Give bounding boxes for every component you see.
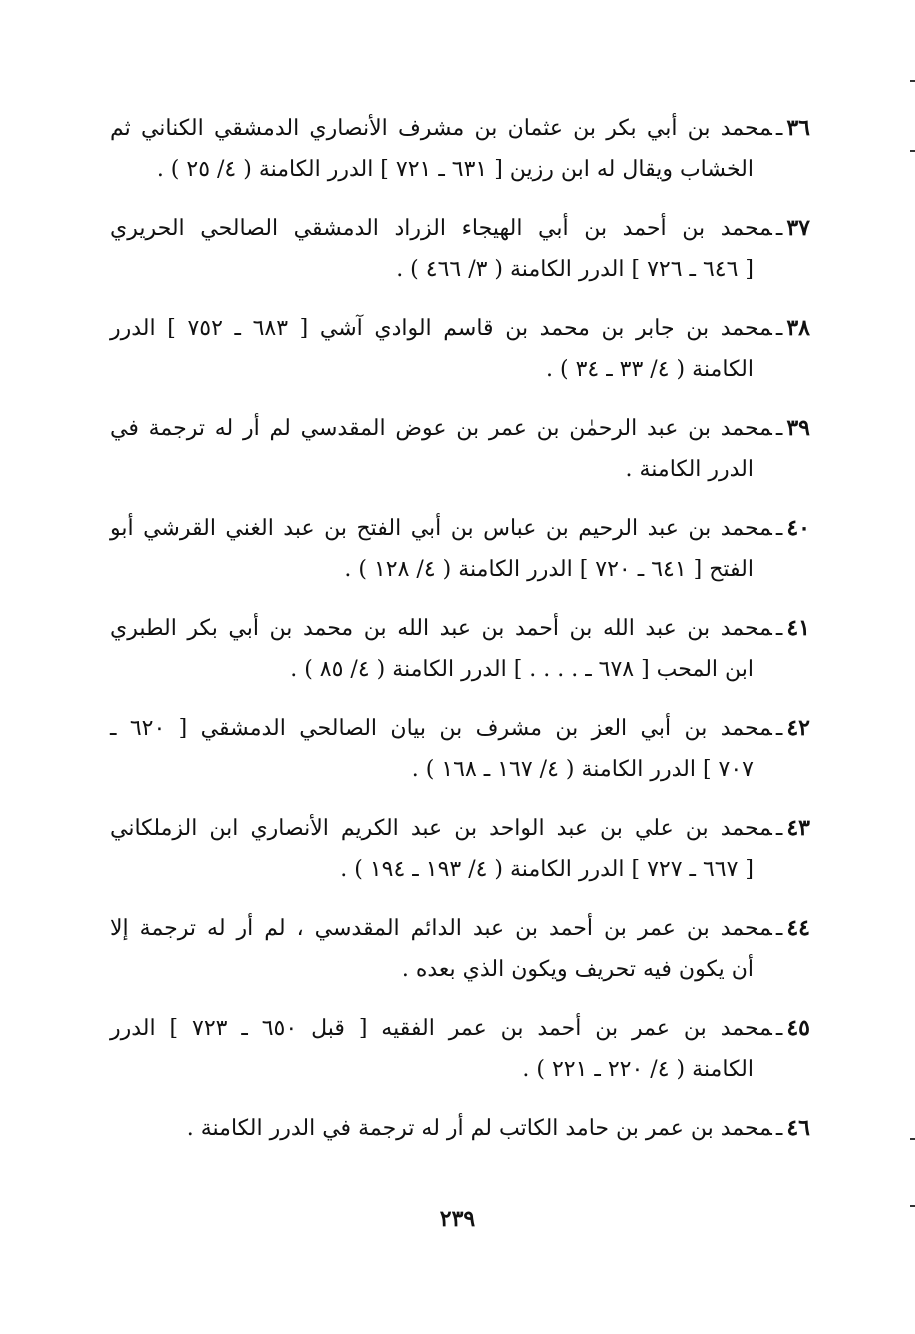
entry-number: ٤٢ [786, 715, 810, 741]
entry-text-line-2: الكامنة ( ٤/ ٢٢٠ ـ ٢٢١ ) . [522, 1057, 754, 1082]
entry-line-1 [110, 508, 810, 549]
entry-line-1 [110, 408, 810, 449]
entry-number: ٤٤ [786, 915, 810, 941]
entry-dash: ـ [775, 816, 783, 841]
entry-item [110, 108, 810, 190]
entry-number: ٤٥ [786, 1015, 810, 1041]
entry-number: ٣٩ [786, 415, 810, 441]
entry-text-line-2: الكامنة ( ٤/ ٣٣ ـ ٣٤ ) . [546, 357, 754, 382]
entry-text-line-2: [ ٦٤٦ ـ ٧٢٦ ] الدرر الكامنة ( ٣/ ٤٦٦ ) . [396, 257, 754, 282]
entry-line-1 [110, 208, 810, 249]
scan-edge-mark [910, 1138, 915, 1140]
entry-line-1 [110, 1108, 810, 1149]
entry-text-line-2: ابن المحب [ ٦٧٨ ـ . . . . ] الدرر الكامنة ( ٤/ ٨٥ ) . [290, 657, 754, 682]
entry-text-line-1: محمد بن عمر بن حامد الكاتب لم أر له ترجمة في الدرر الكامنة . [186, 1116, 772, 1141]
entry-dash: ـ [775, 716, 783, 741]
entry-text-line-2: الخشاب ويقال له ابن رزين [ ٦٣١ ـ ٧٢١ ] الدرر الكامنة ( ٤/ ٢٥ ) . [156, 157, 754, 182]
entry-line-1 [110, 1008, 810, 1049]
entry-item [110, 908, 810, 990]
entry-line-1 [110, 308, 810, 349]
entry-dash: ـ [775, 616, 783, 641]
entry-text-line-1: محمد بن عبد الرحيم بن عباس بن أبي الفتح بن عبد الغني القرشي أبو [110, 516, 772, 541]
entry-dash: ـ [775, 116, 783, 141]
entry-item [110, 308, 810, 390]
entry-dash: ـ [775, 416, 783, 441]
scan-edge-mark [910, 1205, 915, 1207]
entry-dash: ـ [775, 216, 783, 241]
entry-dash: ـ [775, 916, 783, 941]
entries-list [110, 108, 810, 1167]
entry-text-line-1: محمد بن عمر بن أحمد بن عبد الدائم المقدسي ، لم أر له ترجمة إلا [110, 916, 772, 941]
entry-item [110, 1008, 810, 1090]
entry-text-line-2: [ ٦٦٧ ـ ٧٢٧ ] الدرر الكامنة ( ٤/ ١٩٣ ـ ١٩٤ ) . [340, 857, 754, 882]
page-number: ٢٣٩ [439, 1206, 476, 1232]
entry-text-line-2: ٧٠٧ ] الدرر الكامنة ( ٤/ ١٦٧ ـ ١٦٨ ) . [411, 757, 754, 782]
entry-text-line-1: محمد بن عبد الرحمٰن بن عمر بن عوض المقدسي لم أر له ترجمة في [110, 416, 772, 441]
entry-line-1 [110, 908, 810, 949]
entry-line-1 [110, 708, 810, 749]
entry-number: ٤٠ [786, 515, 810, 541]
entry-item [110, 208, 810, 290]
entry-item [110, 1108, 810, 1149]
entry-dash: ـ [775, 516, 783, 541]
entry-text-line-2: أن يكون فيه تحريف ويكون الذي بعده . [401, 957, 754, 982]
entry-item [110, 808, 810, 890]
entry-line-1 [110, 808, 810, 849]
entry-text-line-1: محمد بن أبي العز بن مشرف بن بيان الصالحي الدمشقي [ ٦٢٠ ـ [110, 716, 772, 741]
scan-edge-mark [910, 80, 915, 82]
entry-text-line-1: محمد بن أبي بكر بن عثمان بن مشرف الأنصاري الدمشقي الكناني ثم [110, 116, 772, 141]
entry-text-line-1: محمد بن جابر بن محمد بن قاسم الوادي آشي [ ٦٨٣ ـ ٧٥٢ ] الدرر [110, 316, 772, 341]
entry-number: ٣٦ [786, 115, 810, 141]
entry-number: ٣٨ [786, 315, 810, 341]
entry-number: ٤١ [786, 615, 810, 641]
entry-text-line-1: محمد بن علي بن عبد الواحد بن عبد الكريم الأنصاري ابن الزملكاني [110, 816, 772, 841]
entry-text-line-1: محمد بن عبد الله بن أحمد بن عبد الله بن محمد بن أبي بكر الطبري [110, 616, 772, 641]
entry-item [110, 708, 810, 790]
entry-item [110, 408, 810, 490]
entry-number: ٤٦ [786, 1115, 810, 1141]
entry-text-line-2: الدرر الكامنة . [625, 457, 754, 482]
entry-dash: ـ [775, 1016, 783, 1041]
entry-dash: ـ [775, 1116, 783, 1141]
scan-edge-mark [910, 150, 915, 152]
entry-number: ٣٧ [786, 215, 810, 241]
entry-text-line-1: محمد بن عمر بن أحمد بن عمر الفقيه [ قبل ٦٥٠ ـ ٧٢٣ ] الدرر [110, 1016, 772, 1041]
entry-text-line-1: محمد بن أحمد بن أبي الهيجاء الزراد الدمشقي الصالحي الحريري [110, 216, 772, 241]
entry-text-line-2: الفتح [ ٦٤١ ـ ٧٢٠ ] الدرر الكامنة ( ٤/ ١٢٨ ) . [344, 557, 754, 582]
entry-item [110, 508, 810, 590]
entry-item [110, 608, 810, 690]
entry-dash: ـ [775, 316, 783, 341]
entry-line-1 [110, 108, 810, 149]
entry-line-1 [110, 608, 810, 649]
entry-number: ٤٣ [786, 815, 810, 841]
